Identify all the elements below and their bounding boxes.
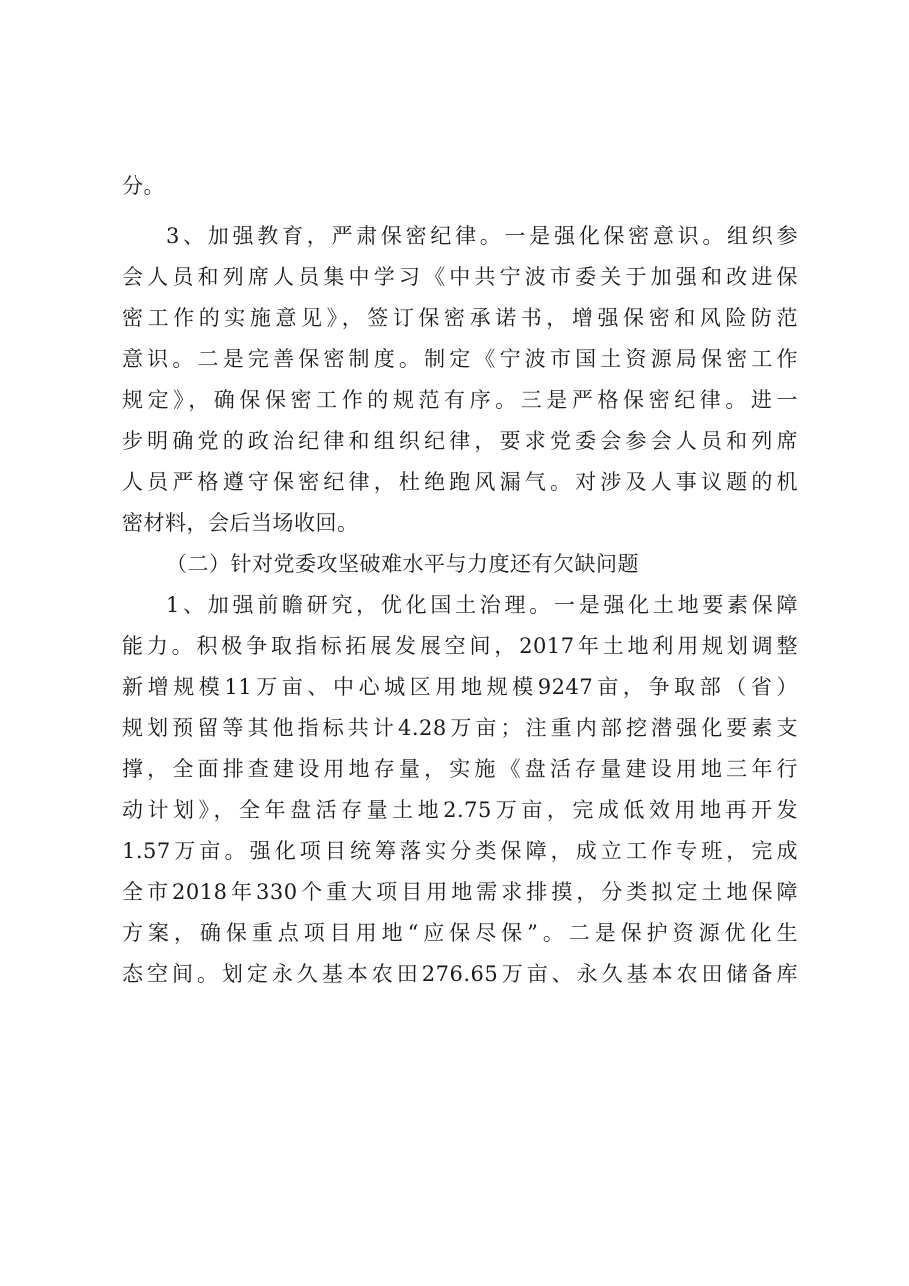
- text-line: 1、加强前瞻研究，优化国土治理。一是强化土地要素保障: [166, 593, 798, 617]
- text-line: 撑，全面排查建设用地存量，实施《盘活存量建设用地三年行: [122, 757, 798, 781]
- text-line: 会人员和列席人员集中学习《中共宁波市委关于加强和改进保: [122, 265, 798, 289]
- text-line: 密工作的实施意见》，签订保密承诺书，增强保密和风险防范: [122, 306, 798, 330]
- text-line: 密材料，会后当场收回。: [122, 511, 359, 535]
- text-line: 新增规模11万亩、中心城区用地规模9247亩，争取部（省）: [122, 675, 798, 699]
- paragraph-gap: [122, 207, 798, 216]
- section-heading-container: [122, 544, 798, 585]
- text-line: 1.57万亩。强化项目统筹落实分类保障，成立工作专班，完成: [122, 839, 798, 863]
- text-line: 3、加强教育，严肃保密纪律。一是强化保密意识。组织参: [166, 224, 798, 248]
- paragraph-3: [122, 216, 798, 544]
- text-line: 规划预留等其他指标共计4.28万亩；注重内部挖潜强化要素支: [122, 716, 798, 740]
- text-line: 全市2018年330个重大项目用地需求排摸，分类拟定土地保障: [122, 880, 798, 904]
- document-body: [122, 166, 798, 995]
- text-line: 规定》，确保保密工作的规范有序。三是严格保密纪律。进一: [122, 388, 798, 412]
- text-line: 能力。积极争取指标拓展发展空间，2017年土地利用规划调整: [122, 634, 798, 658]
- text-line: 人员严格遵守保密纪律，杜绝跑风漏气。对涉及人事议题的机: [122, 470, 798, 494]
- text-line: 意识。二是完善保密制度。制定《宁波市国土资源局保密工作: [122, 347, 798, 371]
- text-line: 态空间。划定永久基本农田276.65万亩、永久基本农田储备库: [122, 962, 798, 986]
- text-line: 分。: [122, 174, 165, 198]
- text-line: 方案，确保重点项目用地“应保尽保”。二是保护资源优化生: [122, 921, 798, 945]
- text-line: 动计划》，全年盘活存量土地2.75万亩，完成低效用地再开发: [122, 798, 798, 822]
- paragraph-continued: [122, 166, 798, 207]
- paragraph-1: [122, 585, 798, 995]
- text-line: 步明确党的政治纪律和组织纪律，要求党委会参会人员和列席: [122, 429, 798, 453]
- section-heading: （二）针对党委攻坚破难水平与力度还有欠缺问题: [166, 552, 639, 576]
